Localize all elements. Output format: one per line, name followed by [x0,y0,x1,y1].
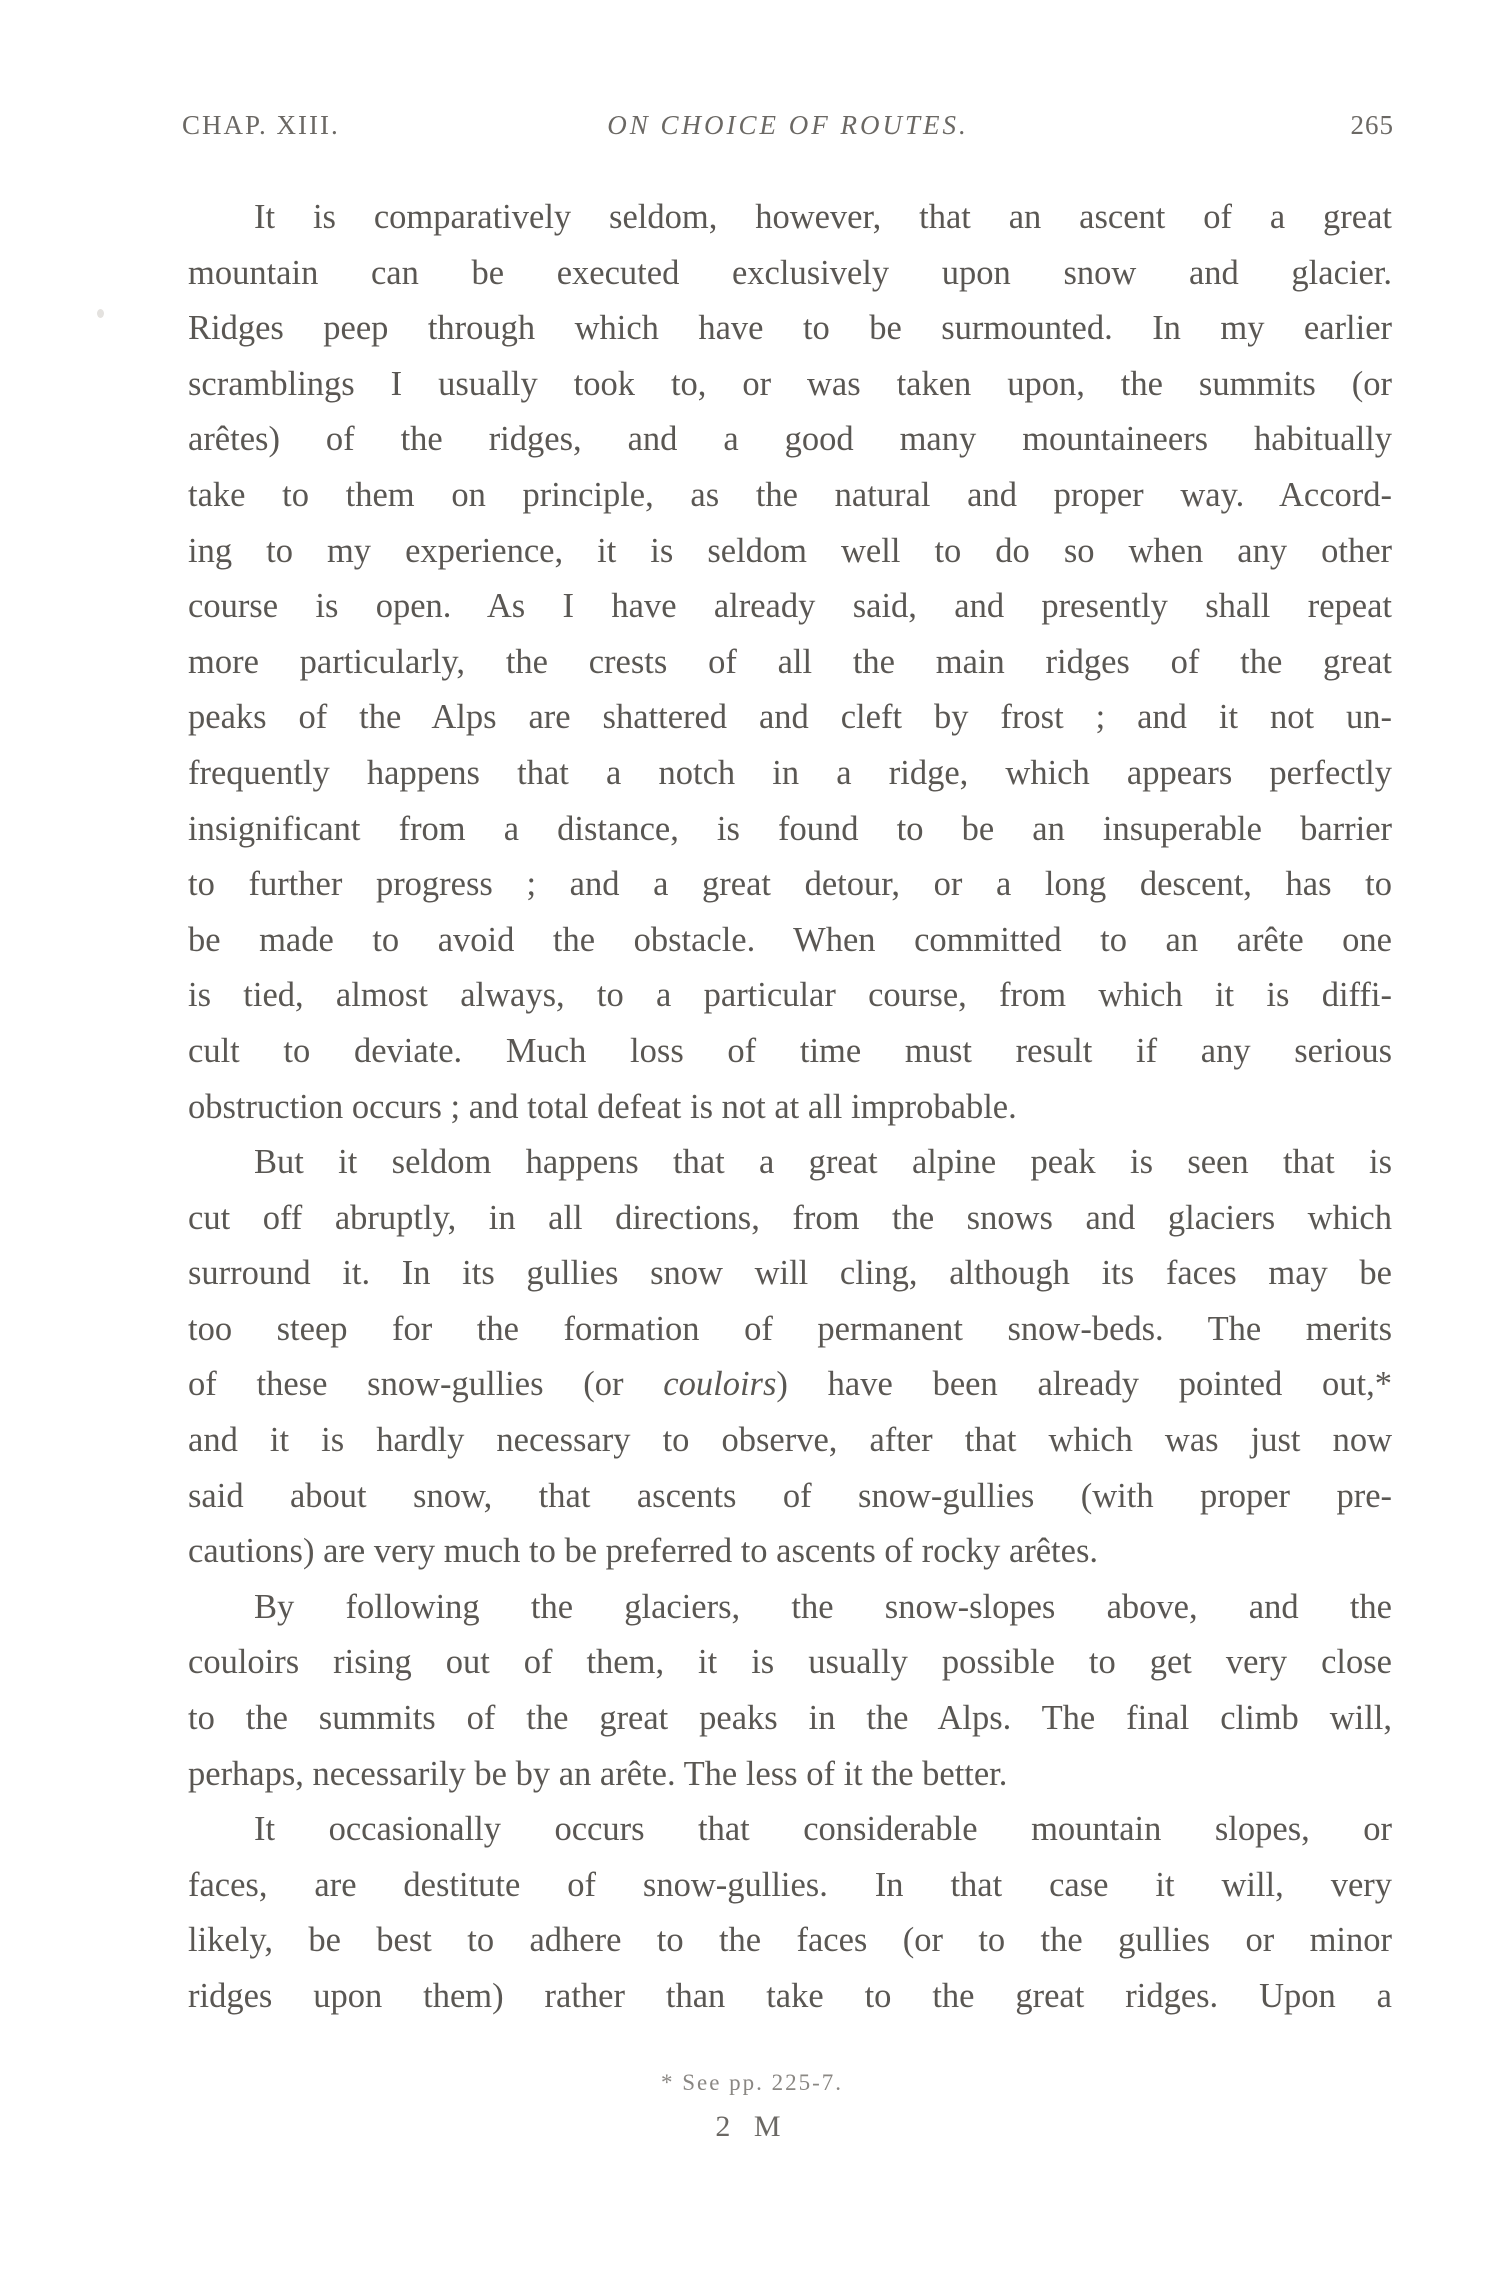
text-line: arêtes) of the ridges, and a good many mountaineers habitually [188,420,1392,459]
text-line: It is comparatively seldom, however, that an ascent of a great [254,198,1392,236]
text-line: scramblings I usually took to, or was taken upon, the summits (or [188,364,1392,403]
text-line: to further progress ; and a great detour, or a long descent, has to [188,865,1392,904]
text-line: perhaps, necessarily be by an arête. The less of it the better. [188,1754,1008,1793]
paper-speck [97,309,104,318]
text-line: By following the glaciers, the snow-slopes above, and the [254,1587,1392,1626]
text-line: couloirs rising out of them, it is usually possible to get very close [188,1643,1392,1682]
body-text [188,190,1392,2025]
text-line: to the summits of the great peaks in the Alps. The final climb will, [188,1699,1392,1738]
text-line: said about snow, that ascents of snow-gullies (with proper pre- [188,1476,1392,1515]
text-line: obstruction occurs ; and total defeat is not at all improbable. [188,1087,1017,1126]
text-line: too steep for the formation of permanent snow-beds. The merits [188,1309,1392,1348]
text-line: likely, be best to adhere to the faces (or to the gullies or minor [188,1921,1392,1960]
text-line: be made to avoid the obstacle. When committed to an arête one [188,920,1392,959]
text-line: ridges upon them) rather than take to the great ridges. Upon a [188,1977,1392,2015]
text-line: more particularly, the crests of all the main ridges of the great [188,642,1392,681]
text-line: surround it. In its gullies snow will cling, although its faces may be [188,1254,1392,1293]
text-line: cut off abruptly, in all directions, from the snows and glaciers which [188,1198,1392,1237]
text-line: ing to my experience, it is seldom well to do so when any other [188,531,1392,570]
page-title: ON CHOICE OF ROUTES. [607,110,969,140]
chapter-label: CHAP. XIII. [182,110,340,140]
text-line-with-italic [188,1357,1392,1413]
text-line: It occasionally occurs that considerable mountain slopes, or [254,1810,1392,1849]
footnote: * See pp. 225-7. [660,2070,844,2095]
text-line: cautions) are very much to be preferred to ascents of rocky arêtes. [188,1532,1099,1571]
italic-term: couloirs [663,1365,777,1404]
signature-mark: 2 M [715,2110,789,2143]
text-fragment: ) have been already pointed out,* [776,1365,1392,1404]
text-line: is tied, almost always, to a particular course, from which it is diffi- [188,976,1392,1015]
text-line: peaks of the Alps are shattered and cleft by frost ; and it not un- [188,698,1392,737]
text-line: mountain can be executed exclusively upon snow and glacier. [188,253,1392,292]
text-line: faces, are destitute of snow-gullies. In that case it will, very [188,1865,1392,1904]
text-line: Ridges peep through which have to be surmounted. In my earlier [188,309,1392,348]
running-head [182,110,1394,150]
text-line: But it seldom happens that a great alpine peak is seen that is [254,1143,1392,1182]
text-line: and it is hardly necessary to observe, after that which was just now [188,1421,1392,1460]
text-line: frequently happens that a notch in a ridge, which appears perfectly [188,753,1392,792]
text-line: course is open. As I have already said, and presently shall repeat [188,587,1392,626]
text-line: insignificant from a distance, is found to be an insuperable barrier [188,809,1392,848]
text-line: cult to deviate. Much loss of time must result if any serious [188,1031,1392,1070]
text-fragment: of these snow-gullies (or [188,1365,664,1404]
page-number: 265 [1350,110,1394,140]
text-line: take to them on principle, as the natural and proper way. Accord- [188,475,1392,514]
